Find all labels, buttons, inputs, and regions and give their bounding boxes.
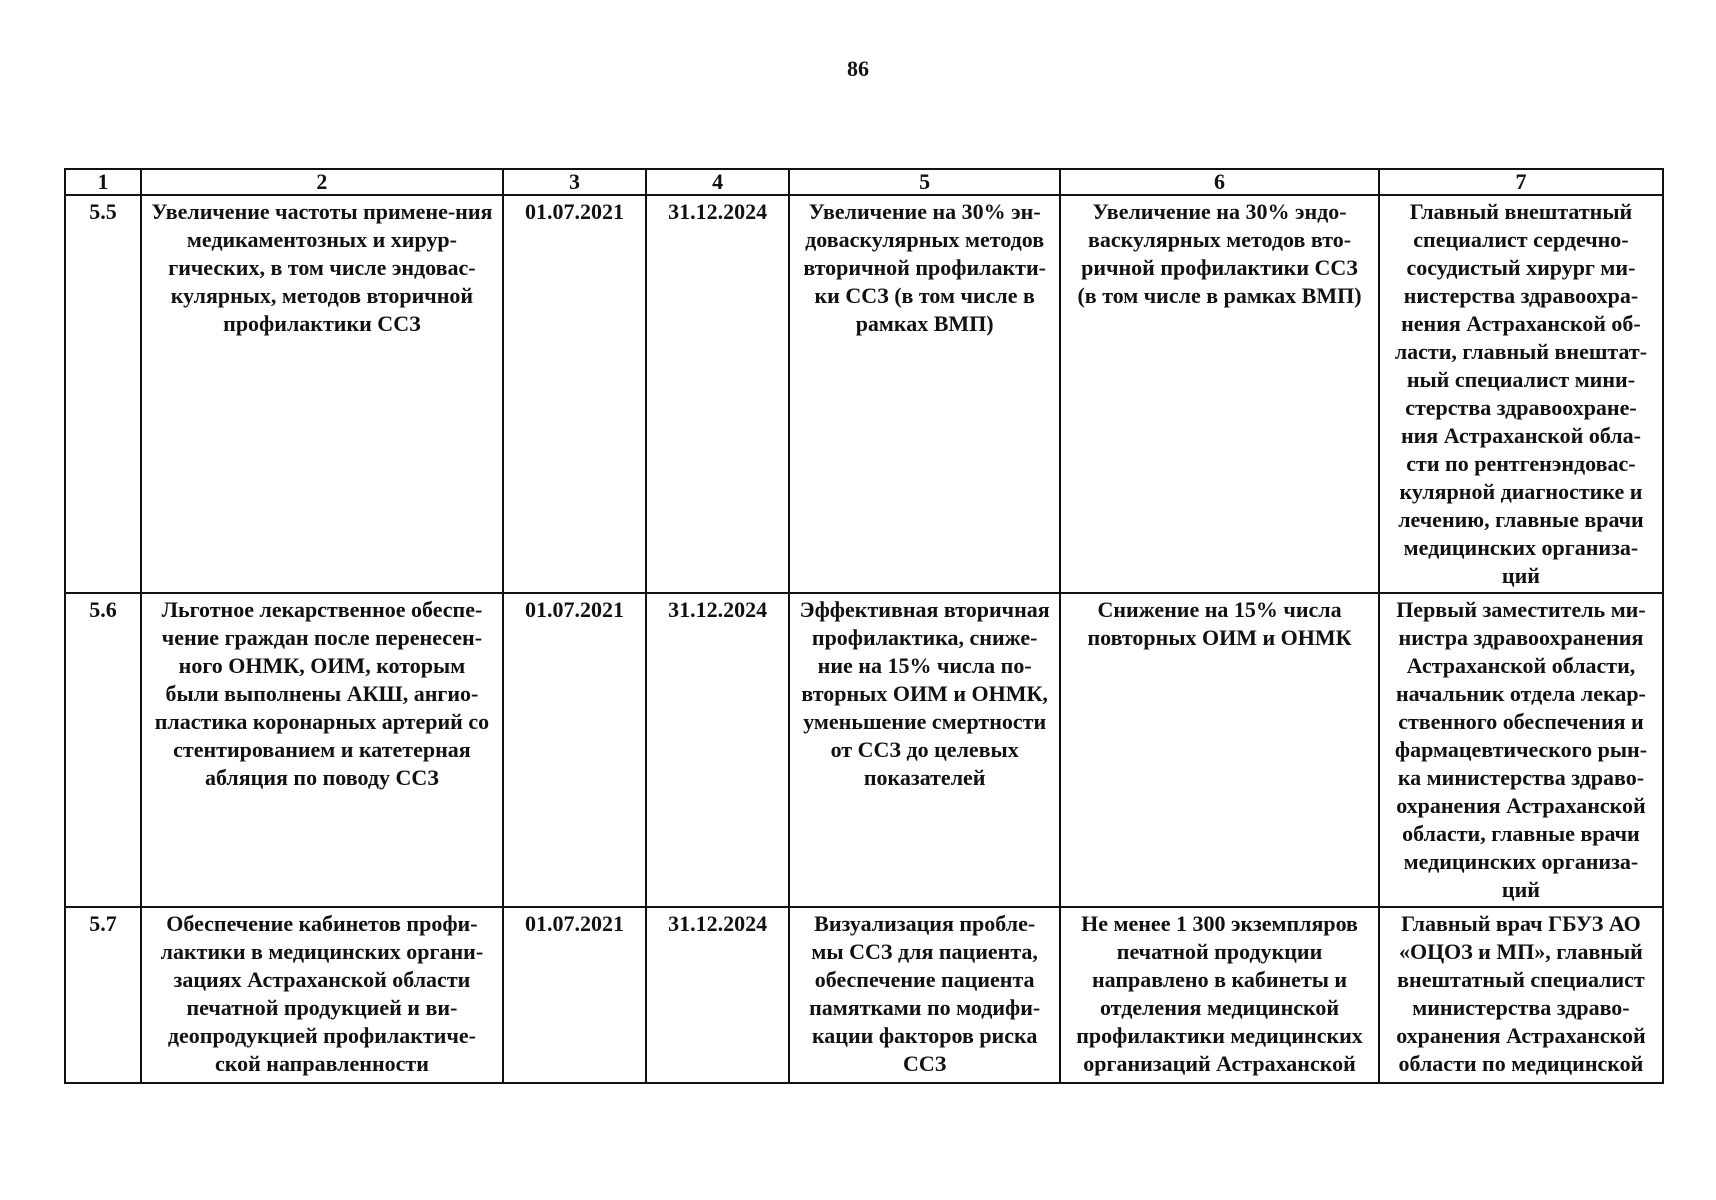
start-date-cell: 01.07.2021: [503, 907, 646, 1083]
result-cell: Визуализация пробле-мы ССЗ для пациента, обеспечение пациента памятками по модифи-кации факторов риска ССЗ: [789, 907, 1060, 1083]
end-date-cell: 31.12.2024: [646, 195, 789, 593]
column-header: 1: [65, 169, 141, 195]
activity-cell: Увеличение частоты примене-ния медикаментозных и хирур-гических, в том числе эндовас-кулярных, методов вторичной профилактики ССЗ: [141, 195, 503, 593]
table-row: [65, 593, 1663, 907]
indicator-cell: Не менее 1 300 экземпляров печатной продукции направлено в кабинеты и отделения медицинской профилактики медицинских организаций Астраханской: [1060, 907, 1379, 1083]
result-cell: Увеличение на 30% эн-доваскулярных методов вторичной профилакти-ки ССЗ (в том числе в рамках ВМП): [789, 195, 1060, 593]
activity-cell: Обеспечение кабинетов профи-лактики в медицинских органи-зациях Астраханской области печатной продукцией и ви-деопродукцией профилактиче-ской направленности: [141, 907, 503, 1083]
table-header-row: [65, 169, 1663, 195]
item-number: 5.5: [65, 195, 141, 593]
activity-cell: Льготное лекарственное обеспе-чение граждан после перенесен-ного ОНМК, ОИМ, которым были выполнены АКШ, ангио-пластика коронарных артерий со стентированием и катетерная абляция по поводу ССЗ: [141, 593, 503, 907]
column-header: 5: [789, 169, 1060, 195]
column-header: 6: [1060, 169, 1379, 195]
activity-table: [64, 168, 1664, 1084]
column-header: 3: [503, 169, 646, 195]
column-header: 2: [141, 169, 503, 195]
responsible-cell: Первый заместитель ми-нистра здравоохранения Астраханской области, начальник отдела лекар-ственного обеспечения и фармацевтического рын-ка министерства здраво-охранения Астраханской области, главные врачи медицинских организа-ций: [1379, 593, 1663, 907]
indicator-cell: Снижение на 15% числа повторных ОИМ и ОНМК: [1060, 593, 1379, 907]
responsible-cell: Главный врач ГБУЗ АО «ОЦОЗ и МП», главный внештатный специалист министерства здраво-охранения Астраханской области по медицинской: [1379, 907, 1663, 1083]
page-number: 86: [847, 56, 869, 81]
start-date-cell: 01.07.2021: [503, 195, 646, 593]
start-date-cell: 01.07.2021: [503, 593, 646, 907]
item-number: 5.6: [65, 593, 141, 907]
responsible-cell: Главный внештатный специалист сердечно-сосудистый хирург ми-нистерства здравоохра-нения Астраханской об-ласти, главный внештат-ный специалист мини-стерства здравоохране-ния Астраханской обла-сти по рентгенэндовас-кулярной диагностике и лечению, главные врачи медицинских организа-ций: [1379, 195, 1663, 593]
end-date-cell: 31.12.2024: [646, 593, 789, 907]
indicator-cell: Увеличение на 30% эндо-васкулярных методов вто-ричной профилактики ССЗ (в том числе в рамках ВМП): [1060, 195, 1379, 593]
result-cell: Эффективная вторичная профилактика, сниже-ние на 15% числа по-вторных ОИМ и ОНМК, уменьшение смертности от ССЗ до целевых показателей: [789, 593, 1060, 907]
table-row: [65, 907, 1663, 1083]
table-row: [65, 195, 1663, 593]
column-header: 4: [646, 169, 789, 195]
end-date-cell: 31.12.2024: [646, 907, 789, 1083]
item-number: 5.7: [65, 907, 141, 1083]
column-header: 7: [1379, 169, 1663, 195]
